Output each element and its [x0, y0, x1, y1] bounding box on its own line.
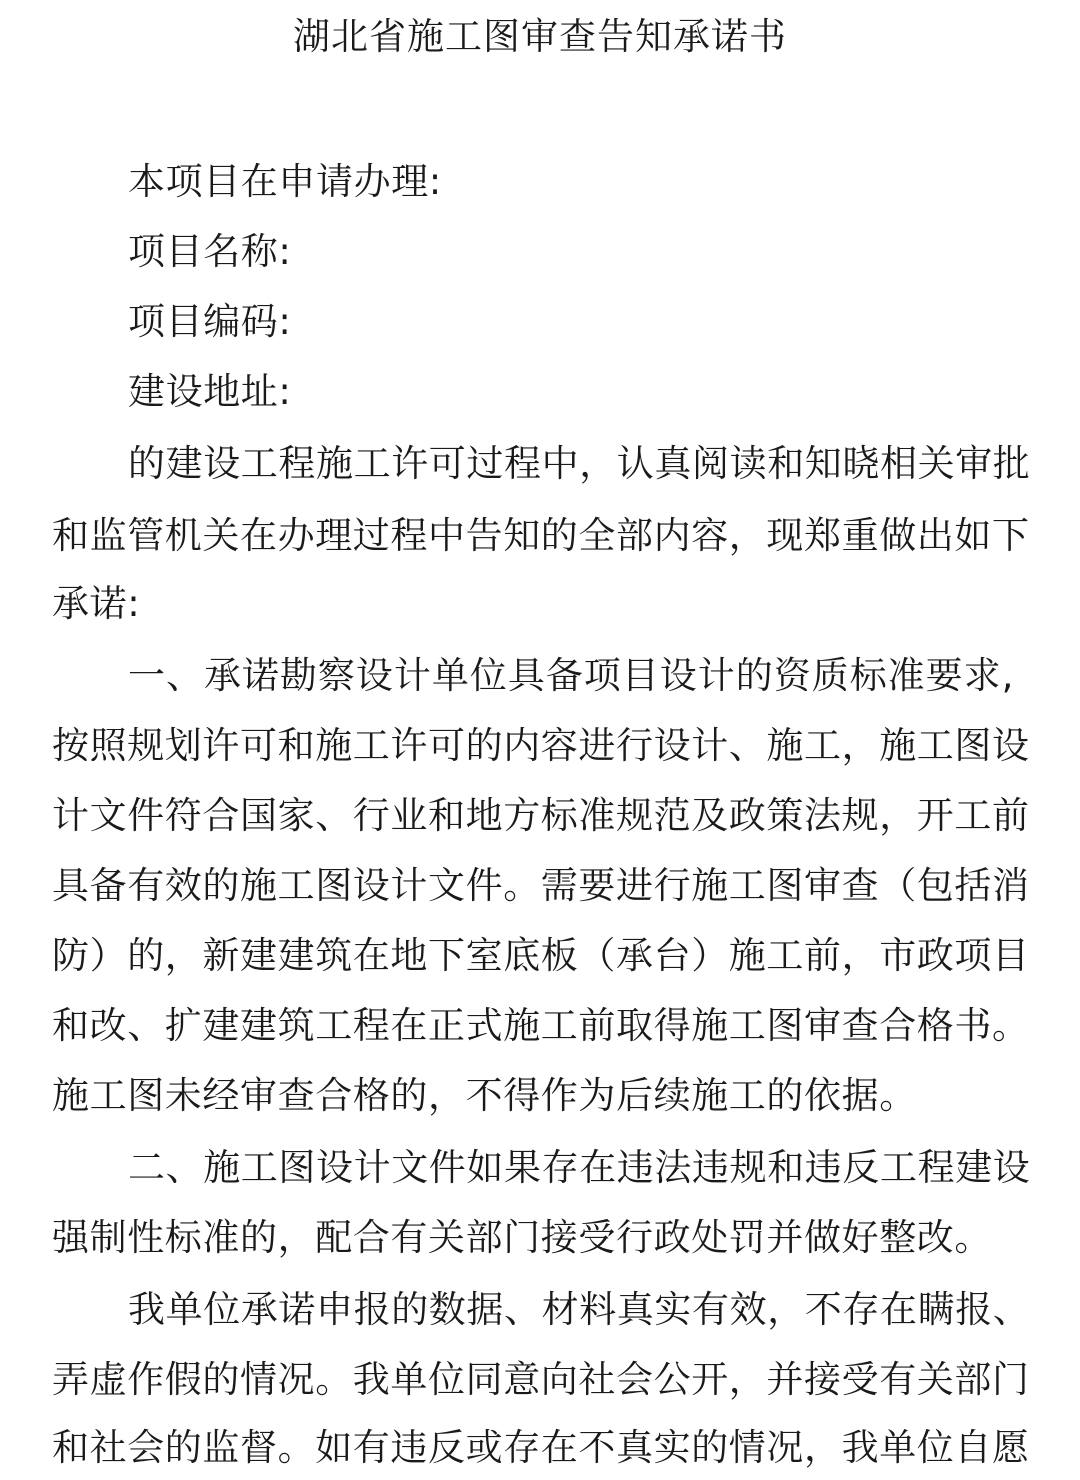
item-one-line: 计文件符合国家、行业和地方标准规范及政策法规，开工前: [52, 794, 1030, 837]
paragraph-line: 承诺:: [52, 582, 141, 625]
document-title: 湖北省施工图审查告知承诺书: [293, 15, 787, 58]
item-one-line: 一、承诺勘察设计单位具备项目设计的资质标准要求,: [128, 654, 1014, 697]
item-one-line: 具备有效的施工图设计文件。需要进行施工图审查（包括消: [52, 864, 1030, 907]
paragraph-line: 的建设工程施工许可过程中，认真阅读和知晓相关审批: [128, 442, 1031, 485]
pledge-line: 和社会的监督。如有违反或存在不真实的情况，我单位自愿: [52, 1426, 1030, 1469]
project-code-label: 项目编码:: [128, 300, 292, 343]
item-one-line: 和改、扩建建筑工程在正式施工前取得施工图审查合格书。: [52, 1004, 1030, 1047]
pledge-line: 弄虚作假的情况。我单位同意向社会公开，并接受有关部门: [52, 1358, 1030, 1401]
item-two-line: 二、施工图设计文件如果存在违法违规和违反工程建设: [128, 1146, 1031, 1189]
intro-line: 本项目在申请办理:: [128, 160, 442, 203]
item-one-line: 防）的，新建建筑在地下室底板（承台）施工前，市政项目: [52, 934, 1030, 977]
paragraph-line: 和监管机关在办理过程中告知的全部内容，现郑重做出如下: [52, 514, 1030, 557]
item-one-line: 按照规划许可和施工许可的内容进行设计、施工，施工图设: [52, 724, 1030, 767]
project-name-label: 项目名称:: [128, 230, 292, 273]
item-one-line: 施工图未经审查合格的，不得作为后续施工的依据。: [52, 1074, 917, 1117]
address-label: 建设地址:: [128, 370, 292, 413]
item-two-line: 强制性标准的，配合有关部门接受行政处罚并做好整改。: [52, 1216, 992, 1259]
pledge-line: 我单位承诺申报的数据、材料真实有效，不存在瞒报、: [128, 1288, 1031, 1331]
